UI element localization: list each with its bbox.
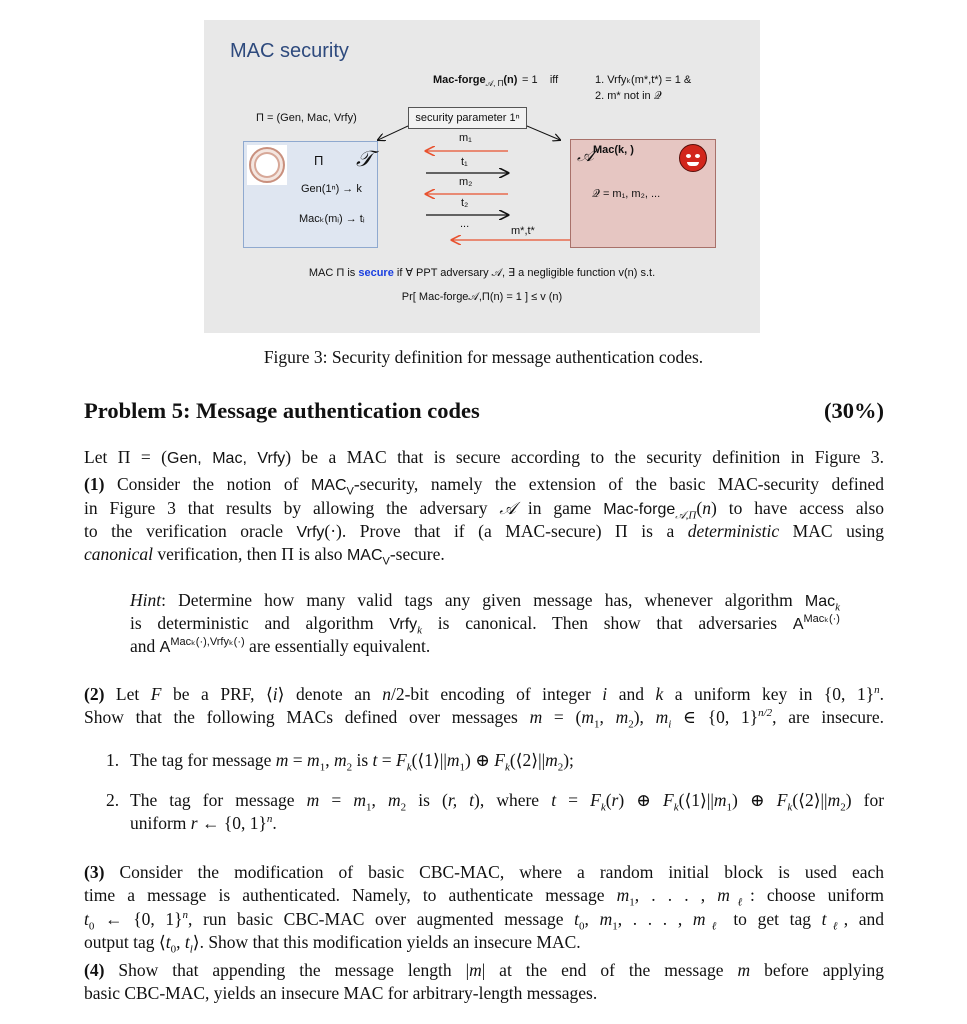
- text-segment: ) ⊕: [618, 790, 664, 810]
- text-segment: F: [663, 790, 674, 810]
- scheme-label: Π = (Gen, Mac, Vrfy): [256, 112, 357, 124]
- mac-forge-sub: 𝒜, Π: [485, 79, 504, 89]
- text-segment: 2: [628, 718, 634, 731]
- msg-t2: t₂: [461, 197, 469, 209]
- figure-mac-security: [204, 20, 760, 333]
- text-segment: Mac: [804, 593, 836, 610]
- text-segment: ⟩. Show that this modification yields an insecure MAC.: [192, 932, 581, 952]
- text-line: [84, 861, 884, 883]
- text-segment: canonical: [84, 544, 154, 564]
- text-segment: k: [787, 801, 793, 814]
- text-line: [84, 908, 884, 933]
- mac-forge-arg: (n): [503, 74, 518, 86]
- def-post: if ∀ PPT adversary 𝒜, ∃ a negligible function v(n) s.t.: [393, 267, 656, 279]
- text-segment: );: [563, 750, 574, 770]
- text-segment: m: [713, 790, 727, 810]
- text-segment: n: [702, 498, 711, 518]
- text-segment: m: [387, 790, 401, 810]
- text-segment: ), where: [474, 790, 552, 810]
- text-segment: Vrfy: [389, 616, 418, 633]
- text-segment: is deterministic and algorithm: [130, 613, 390, 633]
- text-segment: MAC: [310, 477, 347, 494]
- trusted-party-label: 𝒯: [356, 147, 373, 172]
- text-segment: 1: [726, 801, 733, 814]
- text-segment: r: [611, 790, 619, 810]
- text-segment: 2: [557, 761, 564, 774]
- text-segment: 0: [579, 920, 585, 933]
- forgery-label: m*,t*: [511, 225, 535, 237]
- text-segment: m: [616, 885, 630, 905]
- text-segment: t: [372, 750, 378, 770]
- text-segment: t: [165, 932, 171, 952]
- text-segment: m: [692, 909, 706, 929]
- query-set: 𝒬 = m₁, m₂, ...: [592, 188, 661, 200]
- text-segment: =: [288, 750, 308, 770]
- text-segment: uniform: [130, 813, 191, 833]
- text-segment: k: [673, 801, 679, 814]
- text-segment: ,: [584, 909, 600, 929]
- text-segment: ← {0, 1}: [197, 813, 267, 833]
- text-segment: .: [879, 684, 884, 704]
- text-segment: Show that the following MACs defined over messages: [84, 707, 530, 727]
- text-segment: ℓ: [705, 920, 723, 933]
- text-segment: time a message is authenticated. Namely, to authenticate message: [84, 885, 617, 905]
- text-segment: i: [668, 718, 672, 731]
- adversary-label: 𝒜: [577, 145, 595, 165]
- text-segment: 1: [459, 761, 465, 774]
- text-line: [84, 446, 884, 470]
- text-segment: m: [737, 960, 751, 980]
- text-segment: k: [600, 801, 606, 814]
- text-segment: 1: [319, 761, 326, 774]
- text-line: [84, 520, 884, 544]
- def-pre: MAC Π is: [308, 267, 359, 279]
- text-segment: k: [835, 601, 840, 614]
- text-segment: ℓ: [826, 920, 844, 933]
- text-segment: m: [333, 750, 347, 770]
- text-segment: | at the end of the message: [481, 960, 738, 980]
- text-segment: V: [382, 555, 390, 568]
- problem-weight: (30%): [824, 398, 884, 423]
- text-segment: m: [353, 790, 366, 810]
- text-segment: m: [717, 885, 730, 905]
- text-line: [84, 706, 885, 731]
- text-segment: (3): [84, 862, 105, 882]
- text-segment: 𝒜,Π: [675, 509, 697, 522]
- text-segment: to the verification oracle: [84, 521, 297, 541]
- def-secure: secure: [358, 267, 394, 279]
- text-line: [106, 789, 126, 811]
- text-line: [84, 683, 884, 705]
- text-line: [106, 749, 126, 771]
- text-segment: 0: [170, 943, 177, 956]
- text-segment: 0: [88, 920, 95, 933]
- text-segment: .: [272, 813, 277, 833]
- text-segment: 𝒜: [499, 498, 516, 518]
- text-segment: (⟨2⟩||: [509, 750, 546, 770]
- text-segment: 2: [400, 801, 407, 814]
- text-segment: (: [605, 790, 612, 810]
- text-segment: Hint: [130, 590, 162, 610]
- text-segment: m: [545, 750, 558, 770]
- text-segment: be a PRF, ⟨: [161, 684, 273, 704]
- arrow-param-to-scheme: [378, 126, 408, 140]
- text-line: [130, 635, 840, 659]
- figure-caption: Figure 3: Security definition for message authentication codes.: [263, 347, 704, 367]
- text-segment: (·). Prove that if (a MAC-secure) Π is a: [324, 521, 688, 541]
- text-segment: F: [776, 790, 788, 810]
- text-line: [84, 982, 884, 1004]
- text-segment: in Figure 3 that results by allowing the adversary: [84, 498, 500, 518]
- text-segment: n: [266, 813, 273, 826]
- text-segment: F: [494, 750, 505, 770]
- text-segment: m: [581, 707, 594, 727]
- text-segment: t: [84, 909, 89, 929]
- mac-forge-text: Mac-forge: [433, 74, 486, 86]
- text-segment: ,: [599, 707, 616, 727]
- text-segment: k: [655, 684, 664, 704]
- text-segment: m: [446, 750, 460, 770]
- text-segment: ),: [633, 707, 656, 727]
- text-segment: m: [529, 707, 543, 727]
- text-segment: Consider the modification of basic CBC-MAC, where a random initial block is used each: [104, 862, 884, 882]
- text-line: [84, 473, 884, 497]
- text-segment: m: [275, 750, 289, 770]
- pi-label: Π: [314, 153, 324, 168]
- text-segment: (1): [84, 474, 105, 494]
- text-line: [84, 931, 884, 956]
- probability-bound: Pr[ Mac-forge𝒜,Π(n) = 1 ] ≤ v (n): [401, 291, 563, 303]
- text-segment: A: [159, 639, 171, 656]
- text-segment: ,: [176, 932, 185, 952]
- text-segment: 2.: [106, 790, 120, 810]
- text-segment: Vrfy: [296, 524, 325, 541]
- text-segment: (2): [84, 684, 105, 704]
- text-line: [84, 884, 885, 909]
- text-segment: is canonical. Then show that adversaries: [422, 613, 793, 633]
- text-segment: are essentially equivalent.: [244, 636, 431, 656]
- text-segment: , run basic CBC-MAC over augmented message: [188, 909, 575, 929]
- text-segment: t: [574, 909, 580, 929]
- text-segment: =: [319, 790, 354, 810]
- text-segment: A: [792, 616, 804, 633]
- text-line: [84, 959, 884, 981]
- text-segment: r: [190, 813, 198, 833]
- text-line: [84, 543, 884, 567]
- text-line: [130, 612, 840, 636]
- text-segment: (⟨1⟩||: [678, 790, 714, 810]
- text-segment: i: [602, 684, 608, 704]
- text-segment: k: [417, 624, 423, 637]
- text-segment: n: [182, 909, 189, 922]
- text-segment: ) ⊕: [465, 750, 495, 770]
- text-segment: m: [827, 790, 841, 810]
- security-definition: [204, 267, 760, 280]
- text-segment: m: [655, 707, 669, 727]
- msg-ellipsis: ...: [460, 218, 470, 230]
- text-segment: Consider the notion of: [104, 474, 311, 494]
- text-segment: 1: [612, 920, 618, 933]
- text-segment: : Determine how many valid tags any given message has, whenever algorithm: [161, 590, 805, 610]
- msg-t1: t₁: [461, 156, 468, 168]
- text-segment: (⟨2⟩||: [792, 790, 828, 810]
- text-segment: Let: [104, 684, 151, 704]
- text-segment: Mac-forge: [603, 501, 676, 518]
- text-segment: ∈ {0, 1}: [671, 707, 759, 727]
- text-segment: F: [396, 750, 407, 770]
- text-segment: t: [551, 790, 557, 810]
- text-segment: -security, namely the extension of the basic MAC-security defined: [353, 474, 884, 494]
- text-segment: 1.: [106, 750, 120, 770]
- text-segment: F: [150, 684, 162, 704]
- text-segment: and: [607, 684, 656, 704]
- text-segment: = (: [542, 707, 582, 727]
- text-segment: Macₖ(·): [803, 613, 840, 626]
- text-segment: =: [556, 790, 591, 810]
- arrow-param-to-adversary: [527, 126, 560, 140]
- text-segment: n/2: [758, 707, 773, 720]
- text-segment: 2: [346, 761, 353, 774]
- text-segment: ) be a MAC that is secure according to the security definition in Figure 3.: [285, 447, 885, 467]
- text-segment: V: [346, 485, 354, 498]
- text-segment: r, t: [447, 790, 475, 810]
- text-segment: : choose uniform: [749, 885, 885, 905]
- text-segment: l: [189, 943, 193, 956]
- adversary-oracle: Mac(k, ): [593, 144, 634, 156]
- text-segment: -secure.: [389, 544, 445, 564]
- gen-label: Gen(1ⁿ) → k: [301, 183, 362, 195]
- text-line: [130, 789, 885, 814]
- text-segment: Let Π = (: [84, 447, 168, 467]
- text-segment: ⟩ denote an: [277, 684, 383, 704]
- text-segment: to get tag: [722, 909, 822, 929]
- text-segment: m: [306, 790, 320, 810]
- text-segment: =: [377, 750, 397, 770]
- arrows: [204, 20, 760, 333]
- text-segment: F: [590, 790, 601, 810]
- text-segment: n: [382, 684, 391, 704]
- text-segment: verification, then Π is also: [153, 544, 347, 564]
- text-segment: The tag for message: [130, 790, 307, 810]
- text-segment: (⟨1⟩||: [411, 750, 447, 770]
- text-segment: ,: [325, 750, 334, 770]
- figure-title: MAC security: [230, 40, 349, 62]
- msg-m1: m₁: [459, 132, 472, 144]
- text-segment: (: [696, 498, 703, 518]
- text-segment: Macₖ(·),Vrfyₖ(·): [170, 636, 245, 649]
- text-segment: deterministic: [687, 521, 780, 541]
- text-segment: t: [184, 932, 190, 952]
- mac-label: Macₖ(mᵢ) → tᵢ: [299, 213, 365, 225]
- text-segment: The tag for message: [130, 750, 276, 770]
- msg-m2: m₂: [459, 176, 473, 188]
- text-segment: , . . . ,: [634, 885, 718, 905]
- text-segment: MAC: [346, 547, 383, 564]
- text-segment: t: [821, 909, 827, 929]
- text-segment: (4): [84, 960, 105, 980]
- text-segment: m: [469, 960, 482, 980]
- text-segment: 2: [840, 801, 846, 814]
- security-parameter-box: security parameter 1ⁿ: [408, 107, 527, 129]
- text-line: [130, 749, 884, 774]
- text-segment: ,: [371, 790, 388, 810]
- text-segment: MAC using: [779, 521, 884, 541]
- text-segment: k: [504, 761, 510, 774]
- text-segment: basic CBC-MAC, yields an insecure MAC for arbitrary-length messages.: [84, 983, 598, 1003]
- text-segment: , and: [843, 909, 884, 929]
- text-segment: is: [352, 750, 373, 770]
- text-segment: , . . . ,: [617, 909, 693, 929]
- text-segment: Gen, Mac, Vrfy: [167, 450, 286, 467]
- text-segment: ) to have access also: [710, 498, 885, 518]
- text-segment: before applying: [750, 960, 884, 980]
- condition-2: 2. m* not in 𝒬: [595, 90, 662, 102]
- text-segment: a uniform key in {0, 1}: [663, 684, 875, 704]
- text-segment: , are insecure.: [772, 707, 885, 727]
- text-segment: in game: [515, 498, 604, 518]
- equals-iff: = 1 iff: [522, 74, 559, 86]
- text-line: [84, 497, 884, 521]
- text-segment: m: [599, 909, 613, 929]
- text-segment: k: [406, 761, 412, 774]
- text-segment: ) ⊕: [732, 790, 777, 810]
- text-segment: ) for: [845, 790, 885, 810]
- text-segment: 1: [593, 718, 600, 731]
- text-segment: /2-bit encoding of integer: [390, 684, 603, 704]
- text-line: [130, 589, 840, 613]
- text-segment: and: [130, 636, 160, 656]
- text-segment: n: [874, 684, 880, 697]
- text-segment: is (: [406, 790, 448, 810]
- text-segment: i: [272, 684, 278, 704]
- text-segment: output tag ⟨: [84, 932, 166, 952]
- text-segment: 1: [366, 801, 372, 814]
- text-segment: m: [615, 707, 629, 727]
- text-segment: Show that appending the message length |: [104, 960, 470, 980]
- text-segment: m: [307, 750, 320, 770]
- problem-title: Problem 5: Message authentication codes: [84, 398, 480, 423]
- text-segment: 1: [629, 896, 635, 909]
- text-segment: ← {0, 1}: [94, 909, 183, 929]
- text-line: [130, 812, 884, 834]
- text-segment: ℓ: [729, 896, 750, 909]
- condition-1: 1. Vrfyₖ(m*,t*) = 1 &: [595, 74, 692, 86]
- problem-heading: [84, 398, 884, 424]
